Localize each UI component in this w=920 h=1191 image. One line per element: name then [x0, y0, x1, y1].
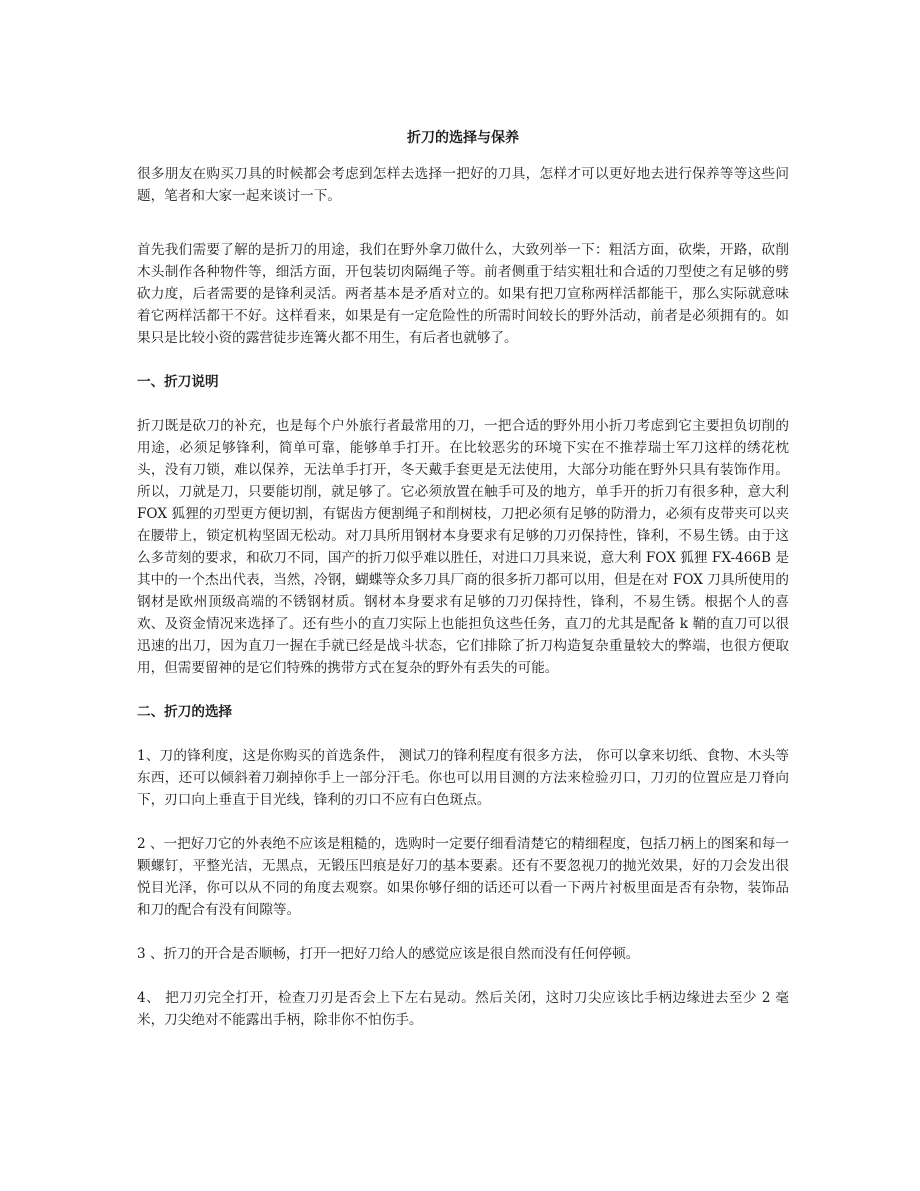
- section-heading-folding-knife-selection: 二、折刀的选择: [137, 704, 233, 720]
- selection-item-1: 1、刀的锋利度，这是你购买的首选条件， 测试刀的锋利程度有很多方法， 你可以拿来切纸、食物、木头等东西，还可以倾斜着刀剃掉你手上一部分汗毛。你也可以用目测的方法来检验刃口，刀刃的位置应是刀脊向下，刃口向上垂直于目光线，锋利的刃口不应有白色斑点。: [137, 748, 789, 808]
- document-title: 折刀的选择与保养: [407, 130, 519, 146]
- selection-item-3: 3 、折刀的开合是否顺畅，打开一把好刀给人的感觉应该是很自然而没有任何停顿。: [137, 946, 640, 962]
- selection-item-2: 2 、一把好刀它的外表绝不应该是粗糙的，选购时一定要仔细看清楚它的精细程度，包括刀柄上的图案和每一颗螺钉，平整光洁，无黑点，无锻压凹痕是好刀的基本要素。还有不要忽视刀的抛光效果，好的刀会发出很悦目光泽，你可以从不同的角度去观察。如果你够仔细的话还可以看一下两片衬板里面是否有杂物，装饰品和刀的配合有没有间隙等。: [137, 836, 789, 918]
- overview-paragraph: 首先我们需要了解的是折刀的用途，我们在野外拿刀做什么，大致列举一下：粗活方面，砍柴，开路，砍削木头制作各种物件等，细活方面，开包装切肉隔绳子等。前者侧重于结实粗壮和合适的刀型使之有足够的劈砍力度，后者需要的是锋利灵活。两者基本是矛盾对立的。如果有把刀宣称两样活都能干，那么实际就意味着它两样活都干不好。这样看来，如果是有一定危险性的所需时间较长的野外活动，前者是必须拥有的。如果只是比较小资的露营徒步连篝火都不用生，有后者也就够了。: [137, 242, 789, 346]
- selection-item-4: 4、 把刀刃完全打开，检查刀刃是否会上下左右晃动。然后关闭，这时刀尖应该比手柄边缘进去至少 2 毫米，刀尖绝对不能露出手柄，除非你不怕伤手。: [137, 990, 789, 1028]
- section-heading-folding-knife-description: 一、折刀说明: [137, 374, 219, 390]
- document-page: [137, 122, 789, 1053]
- folding-knife-description-paragraph: 折刀既是砍刀的补充，也是每个户外旅行者最常用的刀，一把合适的野外用小折刀考虑到它主要担负切削的用途，必须足够锋利，简单可靠，能够单手打开。在比较恶劣的环境下实在不推荐瑞士军刀这样的绣花枕头，没有刀锁，难以保养，无法单手打开，冬天戴手套更是无法使用，大部分功能在野外只具有装饰作用。所以，刀就是刀，只要能切削，就足够了。它必须放置在触手可及的地方，单手开的折刀有很多种，意大利 FOX 狐狸的刃型更方便切割，有锯齿方便割绳子和削树枝，刀把必须有足够的防滑力，必须有皮带夹可以夹在腰带上，锁定机构坚固无松动。对刀具所用钢材本身要求有足够的刀刃保持性，锋利，不易生锈。由于这么多苛刻的要求，和砍刀不同，国产的折刀似乎难以胜任，对进口刀具来说，意大利 FOX 狐狸 FX-466B 是其中的一个杰出代表，当然，冷钢，蝴蝶等众多刀具厂商的很多折刀都可以用，但是在对 FOX 刀具所使用的钢材是欧州顶级高端的不锈钢材质。钢材本身要求有足够的刀刃保持性，锋利，不易生锈。根据个人的喜欢、及资金情况来选择了。还有些小的直刀实际上也能担负这些任务，直刀的尤其是配备 k 鞘的直刀可以很迅速的出刀，因为直刀一握在手就已经是战斗状态，它们排除了折刀构造复杂重量较大的弊端，也很方便取用，但需要留神的是它们特殊的携带方式在复杂的野外有丢失的可能。: [137, 418, 789, 676]
- intro-paragraph: 很多朋友在购买刀具的时候都会考虑到怎样去选择一把好的刀具，怎样才可以更好地去进行保养等等这些问题，笔者和大家一起来谈讨一下。: [137, 166, 789, 204]
